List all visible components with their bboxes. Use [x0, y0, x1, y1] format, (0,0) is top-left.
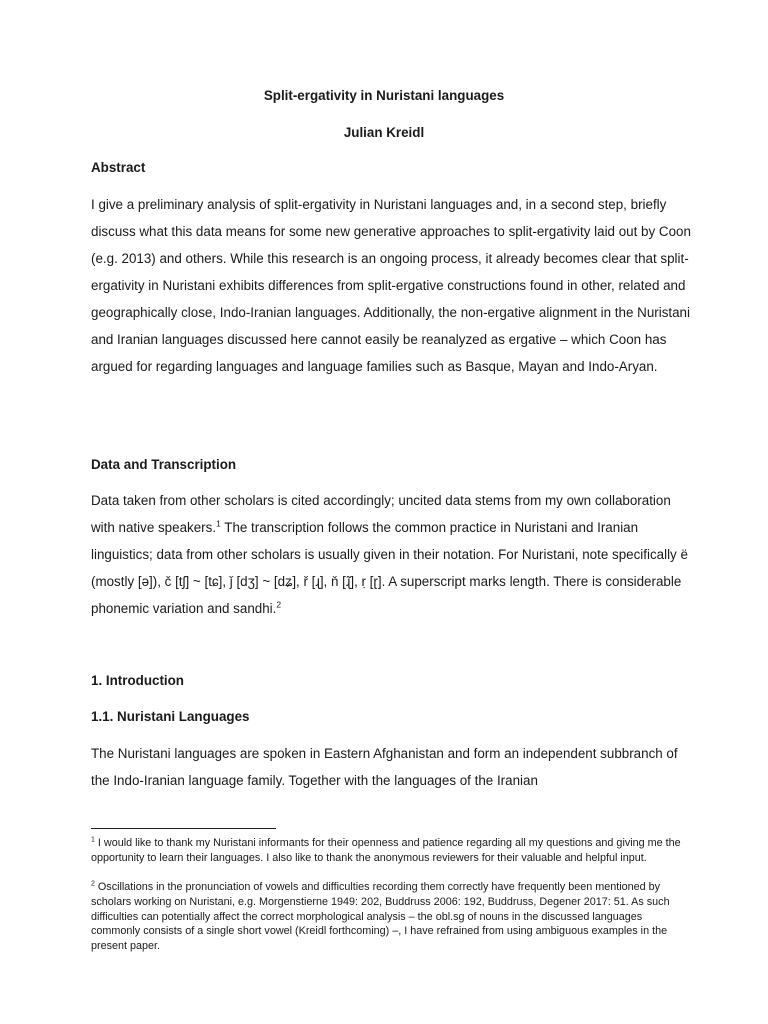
abstract-heading: Abstract	[91, 160, 146, 175]
footnote-2-text: Oscillations in the pronunciation of vowels and difficulties recording them correctly have frequently been mentioned by scholars working on Nuristani, e.g. Morgenstierne 1949: 202, Buddruss 2006: 192, Buddruss, Degener 2017: 51. As such difficulties can potentially affect the correct morphological analysis – the obl.sg of nouns in the discussed languages commonly consists of a single short vowel (Kreidl forthcoming) –, I have refrained from using ambiguous examples in the present paper.	[91, 881, 670, 953]
footnote-2	[91, 880, 681, 954]
nuristani-languages-subheading: 1.1. Nuristani Languages	[91, 709, 250, 724]
footnote-1-text: I would like to thank my Nuristani informants for their openness and patience regarding all my questions and giving me the opportunity to learn their languages. I also like to thank the anonymous reviewers for their valuable and helpful input.	[91, 837, 681, 864]
data-text-part-1: Data taken from other scholars is cited accordingly; uncited data stems from my own collaboration with native speakers.	[91, 493, 671, 535]
introduction-text: The Nuristani languages are spoken in Eastern Afghanistan and form an independent subbranch of the Indo-Iranian language family. Together with the languages of the Iranian	[91, 746, 678, 788]
author-name: Julian Kreidl	[343, 125, 425, 140]
data-transcription-text	[91, 487, 691, 622]
footnote-ref-2[interactable]: 2	[276, 599, 282, 610]
footnote-ref-1[interactable]: 1	[216, 518, 221, 529]
data-transcription-heading: Data and Transcription	[91, 457, 237, 472]
footnote-1	[91, 836, 681, 866]
data-text-part-2: The transcription follows the common practice in Nuristani and Iranian linguistics; data from other scholars is usually given in their notation. For Nuristani, note specifically ë (mostly [ə]), č [tʃ] ~ [tɕ], ǰ [dʒ] ~ [dʑ], ř [ɻ], ň [ɻ̃], ṛ [ɽ]. A superscript marks length. There is considerable phonemic variation and sandhi.	[91, 520, 688, 616]
footnote-1-number: 1	[91, 836, 95, 844]
footnote-2-number: 2	[91, 880, 95, 888]
introduction-heading: 1. Introduction	[91, 673, 184, 688]
footnote-divider	[91, 828, 276, 829]
abstract-text: I give a preliminary analysis of split-ergativity in Nuristani languages and, in a second step, briefly discuss what this data means for some new generative approaches to split-ergativity laid out by Coon (e.g. 2013) and others. While this research is an ongoing process, it already becomes clear that split-ergativity in Nuristani exhibits differences from split-ergative constructions found in other, related and geographically close, Indo-Iranian languages. Additionally, the non-ergative alignment in the Nuristani and Iranian languages discussed here cannot easily be reanalyzed as ergative – which Coon has argued for regarding languages and language families such as Basque, Mayan and Indo-Aryan.	[91, 197, 691, 374]
paper-title: Split-ergativity in Nuristani languages	[263, 88, 505, 103]
